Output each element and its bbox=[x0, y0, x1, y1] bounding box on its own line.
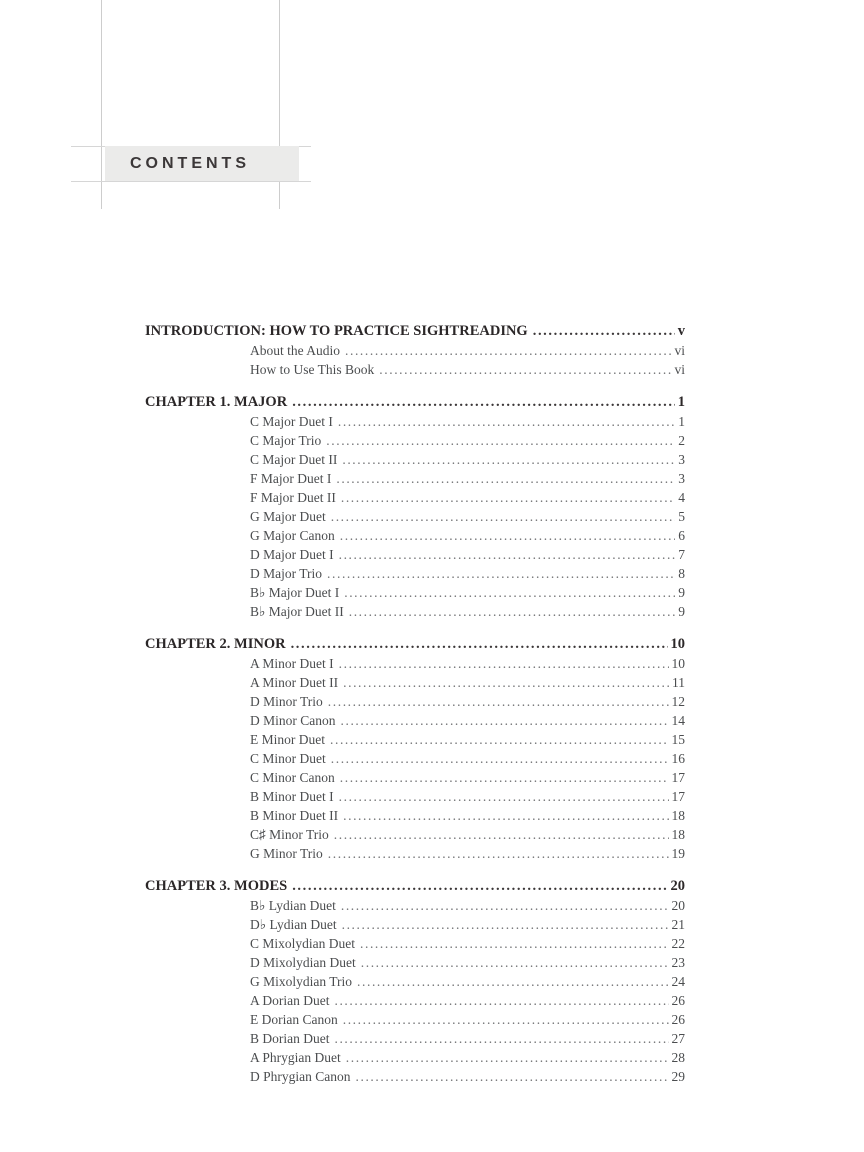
toc-entry-label: D Minor Canon bbox=[250, 713, 336, 728]
toc-entry-row bbox=[145, 526, 685, 545]
toc-entry-label: A Minor Duet II bbox=[250, 675, 339, 690]
toc-entry-row bbox=[145, 488, 685, 507]
toc-entry-label: D Mixolydian Duet bbox=[250, 955, 356, 970]
dot-leader bbox=[334, 1029, 668, 1048]
toc-chapter-heading-row bbox=[145, 635, 685, 654]
toc-entry-row bbox=[145, 844, 685, 863]
toc-entry-page-number: 20 bbox=[671, 898, 685, 913]
toc-entry-page-number: 17 bbox=[671, 770, 685, 785]
toc-entry-label: D Minor Trio bbox=[250, 694, 323, 709]
toc-entry-row bbox=[145, 749, 685, 768]
toc-entry-label: D Major Trio bbox=[250, 566, 323, 581]
toc-entry-label: A Phrygian Duet bbox=[250, 1050, 341, 1065]
toc-entry-row bbox=[145, 602, 685, 621]
toc-entry-row bbox=[145, 711, 685, 730]
toc-entry-label: D Major Duet I bbox=[250, 547, 334, 562]
toc-chapter-heading-row bbox=[145, 877, 685, 896]
toc-entry-row bbox=[145, 507, 685, 526]
dot-leader bbox=[334, 991, 668, 1010]
toc-section bbox=[145, 322, 685, 379]
dot-leader bbox=[336, 469, 675, 488]
toc-section bbox=[145, 635, 685, 863]
toc-entry-page-number: 19 bbox=[671, 846, 685, 861]
dot-leader bbox=[379, 360, 671, 379]
toc-entry-row bbox=[145, 431, 685, 450]
toc-entry-page-number: 26 bbox=[671, 1012, 685, 1027]
toc-heading-label: INTRODUCTION: HOW TO PRACTICE SIGHTREADING bbox=[145, 323, 528, 339]
toc-entry-row bbox=[145, 953, 685, 972]
toc-entry-label: C Mixolydian Duet bbox=[250, 936, 355, 951]
toc-entry-page-number: 1 bbox=[678, 414, 685, 429]
table-of-contents bbox=[145, 322, 685, 1100]
toc-entry-page-number: 11 bbox=[672, 675, 685, 690]
toc-entry-page-number: 21 bbox=[671, 917, 685, 932]
dot-leader bbox=[343, 1010, 669, 1029]
toc-entry-row bbox=[145, 896, 685, 915]
toc-entry-page-number: 2 bbox=[678, 433, 685, 448]
toc-entry-label: C Major Duet I bbox=[250, 414, 333, 429]
toc-entry-row bbox=[145, 341, 685, 360]
toc-entry-page-number: 23 bbox=[671, 955, 685, 970]
toc-entry-label: G Minor Trio bbox=[250, 846, 323, 861]
toc-heading-page-number: 1 bbox=[677, 394, 685, 410]
toc-heading-page-number: 20 bbox=[670, 878, 685, 894]
toc-entry-page-number: 27 bbox=[671, 1031, 685, 1046]
dot-leader bbox=[330, 730, 669, 749]
dot-leader bbox=[334, 825, 669, 844]
toc-entry-page-number: 16 bbox=[671, 751, 685, 766]
dot-leader bbox=[331, 507, 676, 526]
dot-leader bbox=[342, 450, 675, 469]
dot-leader bbox=[331, 749, 669, 768]
toc-entry-label: E Dorian Canon bbox=[250, 1012, 338, 1027]
dot-leader bbox=[328, 692, 669, 711]
dot-leader bbox=[326, 431, 675, 450]
decorative-horizontal-line-bottom bbox=[71, 181, 311, 182]
toc-entry-label: D♭ Lydian Duet bbox=[250, 917, 337, 932]
toc-entry-row bbox=[145, 545, 685, 564]
toc-entry-page-number: vi bbox=[674, 362, 685, 377]
toc-entry-row bbox=[145, 915, 685, 934]
toc-heading-page-number: v bbox=[677, 323, 685, 339]
toc-entry-page-number: 7 bbox=[678, 547, 685, 562]
toc-entry-row bbox=[145, 787, 685, 806]
dot-leader bbox=[339, 654, 669, 673]
toc-entry-row bbox=[145, 730, 685, 749]
dot-leader bbox=[339, 787, 669, 806]
toc-entry-label: B Minor Duet I bbox=[250, 789, 334, 804]
page-title: CONTENTS bbox=[130, 154, 250, 172]
dot-leader bbox=[346, 1048, 669, 1067]
toc-entry-row bbox=[145, 469, 685, 488]
toc-entry-label: F Major Duet I bbox=[250, 471, 332, 486]
dot-leader bbox=[341, 896, 669, 915]
dot-leader bbox=[357, 972, 668, 991]
toc-entry-page-number: 18 bbox=[671, 827, 685, 842]
toc-entry-label: C♯ Minor Trio bbox=[250, 827, 329, 842]
toc-entry-page-number: 28 bbox=[671, 1050, 685, 1065]
toc-entry-label: C Minor Duet bbox=[250, 751, 326, 766]
toc-heading-label: CHAPTER 2. MINOR bbox=[145, 636, 286, 652]
dot-leader bbox=[292, 393, 675, 412]
toc-entry-row bbox=[145, 1048, 685, 1067]
toc-entry-page-number: 9 bbox=[678, 585, 685, 600]
dot-leader bbox=[341, 488, 675, 507]
toc-entry-label: G Major Canon bbox=[250, 528, 335, 543]
toc-entry-row bbox=[145, 768, 685, 787]
toc-entry-label: A Minor Duet I bbox=[250, 656, 334, 671]
toc-entry-row bbox=[145, 1067, 685, 1086]
toc-entry-label: E Minor Duet bbox=[250, 732, 325, 747]
toc-heading-label: CHAPTER 1. MAJOR bbox=[145, 394, 288, 410]
toc-entry-label: G Mixolydian Trio bbox=[250, 974, 353, 989]
contents-header-band bbox=[105, 146, 299, 181]
dot-leader bbox=[343, 673, 669, 692]
dot-leader bbox=[344, 583, 675, 602]
toc-entry-page-number: 8 bbox=[678, 566, 685, 581]
dot-leader bbox=[340, 768, 669, 787]
toc-entry-label: C Minor Canon bbox=[250, 770, 335, 785]
toc-entry-label: How to Use This Book bbox=[250, 362, 375, 377]
toc-entry-label: C Major Duet II bbox=[250, 452, 338, 467]
toc-entry-row bbox=[145, 972, 685, 991]
dot-leader bbox=[342, 915, 669, 934]
toc-entry-row bbox=[145, 564, 685, 583]
toc-entry-label: G Major Duet bbox=[250, 509, 326, 524]
dot-leader bbox=[343, 806, 668, 825]
toc-entry-page-number: 12 bbox=[671, 694, 685, 709]
toc-entry-row bbox=[145, 673, 685, 692]
toc-chapter-heading-row bbox=[145, 393, 685, 412]
toc-entry-label: D Phrygian Canon bbox=[250, 1069, 351, 1084]
toc-entry-label: B♭ Major Duet II bbox=[250, 604, 344, 619]
toc-entry-page-number: 5 bbox=[678, 509, 685, 524]
dot-leader bbox=[356, 1067, 669, 1086]
toc-entry-row bbox=[145, 450, 685, 469]
toc-entry-page-number: 3 bbox=[678, 452, 685, 467]
toc-entry-page-number: 4 bbox=[678, 490, 685, 505]
toc-entry-label: About the Audio bbox=[250, 343, 340, 358]
toc-entry-page-number: vi bbox=[674, 343, 685, 358]
toc-entry-row bbox=[145, 934, 685, 953]
toc-entry-label: C Major Trio bbox=[250, 433, 322, 448]
dot-leader bbox=[341, 711, 669, 730]
toc-entry-page-number: 15 bbox=[671, 732, 685, 747]
toc-entry-row bbox=[145, 654, 685, 673]
toc-entry-row bbox=[145, 806, 685, 825]
dot-leader bbox=[292, 877, 667, 896]
toc-entry-page-number: 29 bbox=[671, 1069, 685, 1084]
dot-leader bbox=[360, 934, 669, 953]
toc-section bbox=[145, 393, 685, 621]
toc-entry-row bbox=[145, 825, 685, 844]
toc-entry-label: F Major Duet II bbox=[250, 490, 336, 505]
toc-heading-page-number: 10 bbox=[670, 636, 685, 652]
toc-entry-row bbox=[145, 583, 685, 602]
toc-entry-page-number: 10 bbox=[671, 656, 685, 671]
dot-leader bbox=[349, 602, 676, 621]
dot-leader bbox=[361, 953, 669, 972]
toc-entry-label: B♭ Major Duet I bbox=[250, 585, 340, 600]
toc-entry-row bbox=[145, 991, 685, 1010]
dot-leader bbox=[339, 545, 676, 564]
dot-leader bbox=[533, 322, 675, 341]
toc-entry-page-number: 17 bbox=[671, 789, 685, 804]
decorative-vertical-line-left bbox=[101, 0, 102, 209]
toc-entry-page-number: 22 bbox=[671, 936, 685, 951]
toc-entry-label: A Dorian Duet bbox=[250, 993, 330, 1008]
toc-chapter-heading-row bbox=[145, 322, 685, 341]
dot-leader bbox=[338, 412, 675, 431]
toc-entry-row bbox=[145, 692, 685, 711]
toc-entry-page-number: 9 bbox=[678, 604, 685, 619]
toc-entry-row bbox=[145, 1029, 685, 1048]
dot-leader bbox=[345, 341, 671, 360]
toc-entry-page-number: 26 bbox=[671, 993, 685, 1008]
dot-leader bbox=[327, 564, 675, 583]
toc-entry-label: B Dorian Duet bbox=[250, 1031, 330, 1046]
toc-entry-page-number: 24 bbox=[671, 974, 685, 989]
toc-entry-page-number: 18 bbox=[671, 808, 685, 823]
toc-entry-page-number: 14 bbox=[671, 713, 685, 728]
toc-section bbox=[145, 877, 685, 1086]
toc-entry-label: B♭ Lydian Duet bbox=[250, 898, 336, 913]
dot-leader bbox=[328, 844, 669, 863]
toc-entry-label: B Minor Duet II bbox=[250, 808, 339, 823]
toc-entry-page-number: 6 bbox=[678, 528, 685, 543]
dot-leader bbox=[340, 526, 676, 545]
dot-leader bbox=[291, 635, 668, 654]
toc-entry-page-number: 3 bbox=[678, 471, 685, 486]
toc-entry-row bbox=[145, 360, 685, 379]
toc-entry-row bbox=[145, 1010, 685, 1029]
toc-heading-label: CHAPTER 3. MODES bbox=[145, 878, 288, 894]
toc-entry-row bbox=[145, 412, 685, 431]
